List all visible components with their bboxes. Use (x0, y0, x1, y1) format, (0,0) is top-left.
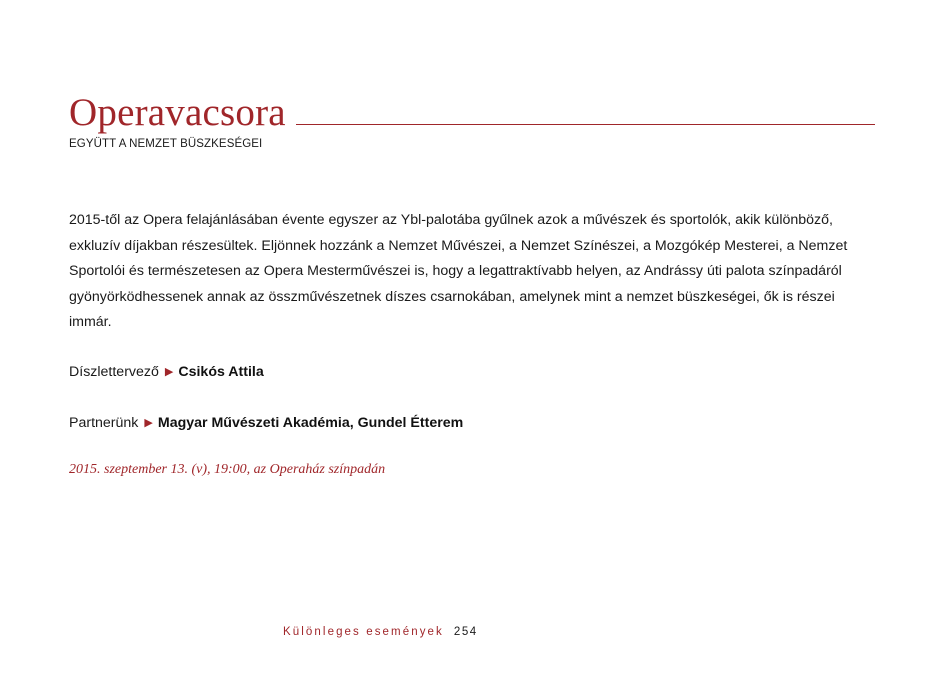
triangle-right-icon: ▶ (144, 417, 153, 429)
page-header (69, 92, 875, 152)
page-title: Operavacsora (69, 91, 286, 134)
footer-section-title: Különleges események (283, 626, 444, 638)
triangle-right-icon: ▶ (164, 366, 174, 378)
credit-value: Csikós Attila (178, 364, 264, 380)
title-divider (296, 124, 875, 125)
page-footer (283, 626, 478, 638)
event-date: 2015. szeptember 13. (v), 19:00, az Operaház színpadán (69, 462, 386, 477)
credit-partner (69, 413, 463, 434)
credit-label: Díszlettervező (69, 364, 159, 380)
credit-label: Partnerünk (69, 415, 139, 431)
credit-value: Magyar Művészeti Akadémia, Gundel Étterem (157, 415, 464, 431)
credit-set-designer (69, 362, 264, 383)
page-subtitle: EGYÜTT A NEMZET BÜSZKESÉGEI (69, 138, 263, 150)
title-row (69, 92, 875, 134)
description-paragraph: 2015-től az Opera felajánlásában évente egyszer az Ybl-palotába gyűlnek azok a művészek és sportolók, akik különböző, exkluzív díjakban részesültek. Eljönnek hozzánk a Nemzet Művészei, a Nemzet Színészei, a Mozgókép Mesterei, a Nemzet Sportolói és természetesen az Opera Mesterművészei is, hogy a legattraktívabb helyen, az Andrássy úti palota színpadáról gyönyörködhessenek annak az összművészetnek díszes csarnokában, amelynek mint a nemzet büszkeségei, ők is részei immár. (69, 212, 848, 331)
page-number: 254 (453, 626, 478, 638)
